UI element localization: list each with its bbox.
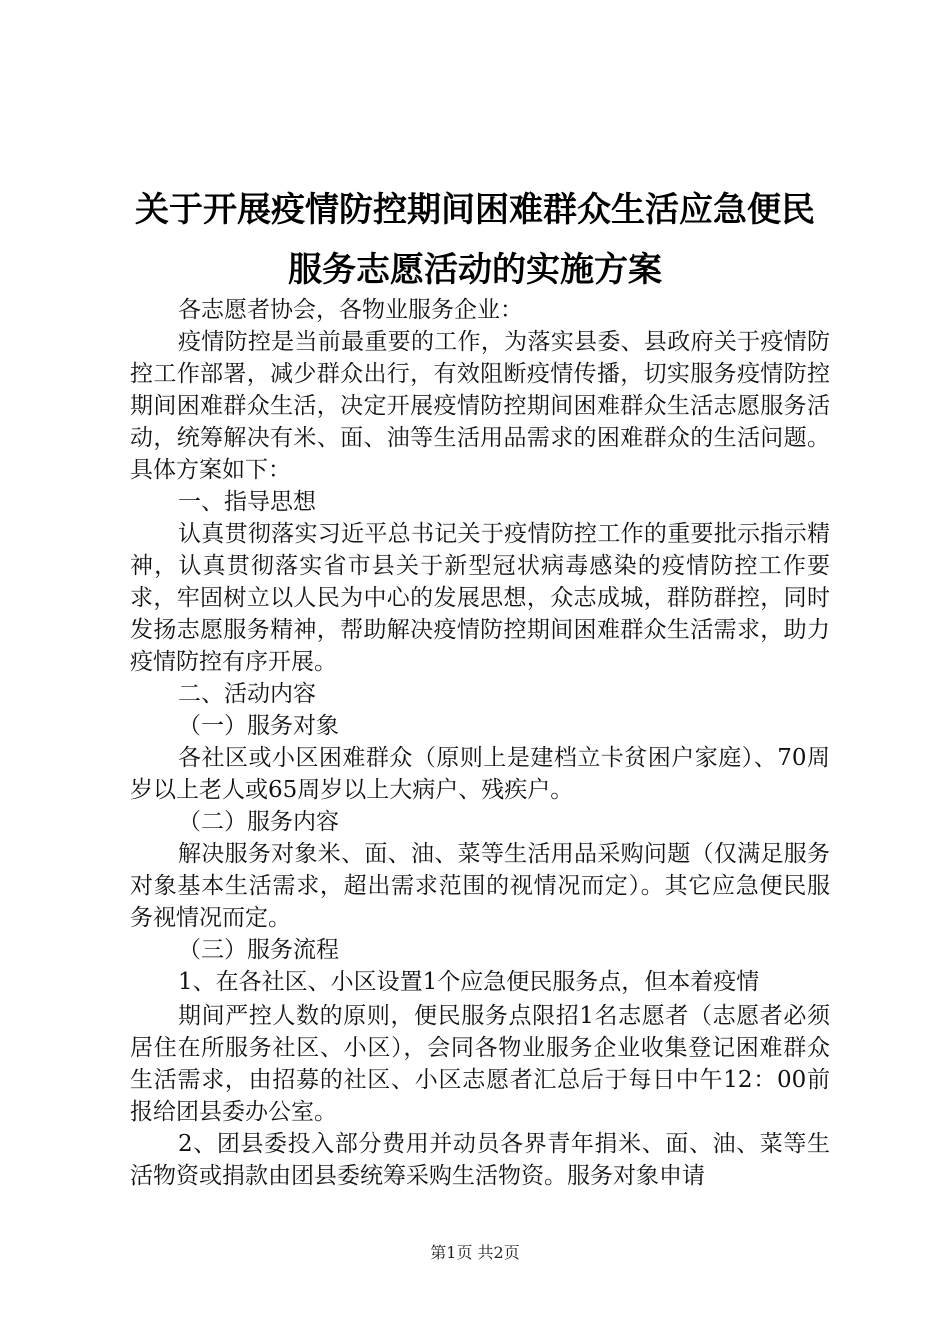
document-body-continued (130, 1000, 830, 1192)
guiding-thought-paragraph: 认真贯彻落实习近平总书记关于疫情防控工作的重要批示指示精神，认真贯彻落实省市县关于新型冠状病毒感染的疫情防控工作要求，牢固树立以人民为中心的发展思想，众志成城，群防群控，同时发扬志愿服务精神，帮助解决疫情防控期间困难群众生活需求，助力疫情防控有序开展。 (130, 521, 830, 675)
salutation: 各志愿者协会，各物业服务企业： (178, 297, 523, 323)
page-number-footer: 第1页 共2页 (430, 1243, 520, 1262)
process-step-2: 2、团县委投入部分费用并动员各界青年捐米、面、油、菜等生活物资或捐款由团县委统筹采购生活物资。服务对象申请 (130, 1131, 830, 1189)
service-content-paragraph: 解决服务对象米、面、油、菜等生活用品采购问题（仅满足服务对象基本生活需求，超出需求范围的视情况而定）。其它应急便民服务视情况而定。 (130, 841, 830, 931)
service-targets-paragraph: 各社区或小区困难群众（原则上是建档立卡贫困户家庭）、70周岁以上老人或65周岁以上大病户、残疾户。 (130, 745, 830, 803)
process-step-1-continued: 期间严控人数的原则，便民服务点限招1名志愿者（志愿者必须居住在所服务社区、小区），会同各物业服务企业收集登记困难群众生活需求，由招募的社区、小区志愿者汇总后于每日中午12：00前报给团县委办公室。 (130, 1003, 830, 1125)
subheading-service-targets: （一）服务对象 (178, 713, 339, 739)
document-title-line-1: 关于开展疫情防控期间困难群众生活应急便民 (135, 190, 815, 230)
subheading-service-process: （三）服务流程 (178, 937, 339, 963)
document-title-line-2: 服务志愿活动的实施方案 (288, 250, 662, 290)
subheading-service-content: （二）服务内容 (178, 809, 339, 835)
process-step-1-start: 1、在各社区、小区设置1个应急便民服务点，但本着疫情 (178, 969, 760, 995)
section-heading-activity-content: 二、活动内容 (178, 681, 316, 707)
section-heading-guiding-thought: 一、指导思想 (178, 489, 316, 515)
document-body (130, 294, 830, 998)
intro-paragraph: 疫情防控是当前最重要的工作，为落实县委、县政府关于疫情防控工作部署，减少群众出行，有效阻断疫情传播，切实服务疫情防控期间困难群众生活，决定开展疫情防控期间困难群众生活志愿服务活动，统筹解决有米、面、油等生活用品需求的困难群众的生活问题。具体方案如下： (130, 329, 830, 483)
